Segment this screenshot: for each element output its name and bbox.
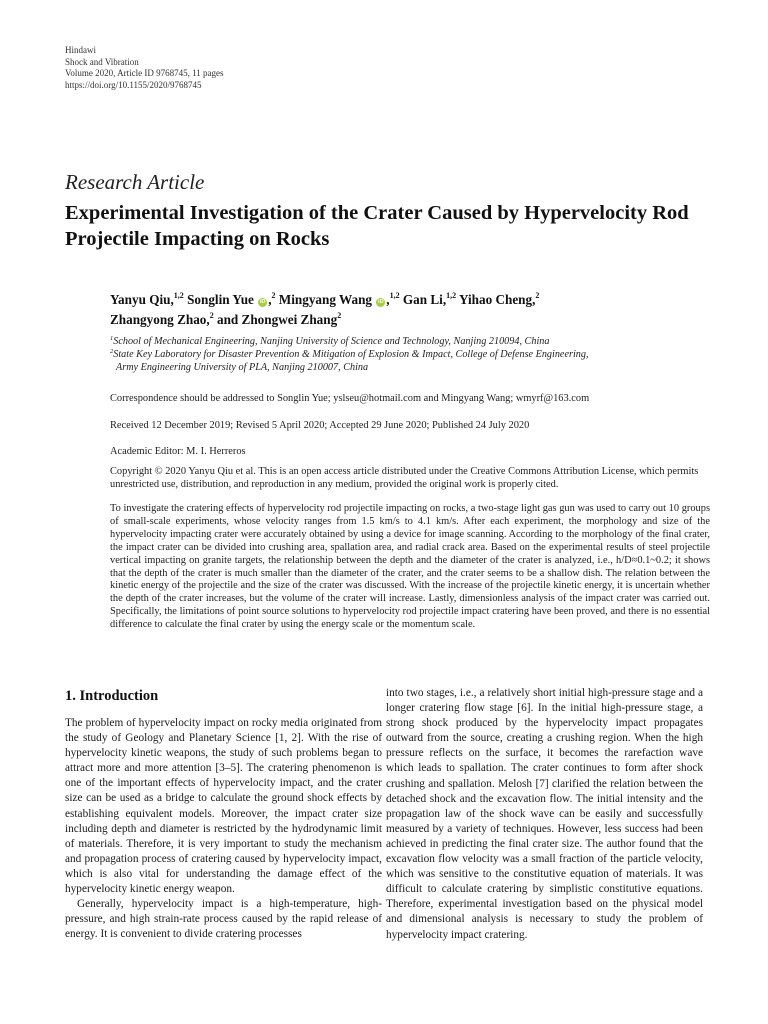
author-7: and Zhongwei Zhang$^2$ (216, 311, 342, 327)
intro-paragraph-1: The problem of hypervelocity impact on rocky media originated from the study of Geology and Planetary Science [1, 2]. With the rise of hypervelocity kinetic weapons, the study of such problems began to attract more and more attention [3–5]. The cratering phenomenon is one of the important effects of hypervelocity impact, and the crater size can be used as a bridge to calculate the ground shock effects by establishing equivalent models. Moreover, the impact crater size including depth and diameter is restricted by the hydrodynamic limit of materials. Therefore, it is very important to study the mechanism and propagation process of cratering caused by hypervelocity impact, which is also vital for understanding the damage effect of the hypervelocity kinetic energy weapon. (65, 717, 382, 896)
correspondence: Correspondence should be addressed to Songlin Yue; yslseu@hotmail.com and Mingyang Wang; wmyrf@163.com (110, 393, 590, 404)
author-4: Gan Li,$^{1,2}$ (402, 291, 457, 307)
author-6: Zhangyong Zhao,$^2$ (110, 311, 214, 327)
affiliation-2: $^2$State Key Laboratory for Disaster Prevention & Mitigation of Explosion & Impact, College of Defense Engineering, (110, 348, 589, 360)
academic-editor: Academic Editor: M. I. Herreros (110, 446, 246, 457)
author-1: Yanyu Qiu,$^{1,2}$ (110, 291, 184, 307)
copyright: Copyright © 2020 Yanyu Qiu et al. This is an open access article distributed under the Creative Commons Attribution License, which permits unrestricted use, distribution, and reproduction in any medium, provided the original work is properly cited. (110, 466, 699, 490)
orcid-icon[interactable]: iD (378, 299, 384, 305)
affiliation-2-cont: Army Engineering University of PLA, Nanjing 210007, China (116, 362, 369, 373)
author-3: Mingyang Wang iD ,$^{1,2}$ (278, 291, 400, 307)
author-2: Songlin Yue iD ,$^2$ (187, 291, 276, 307)
dates: Received 12 December 2019; Revised 5 April 2020; Accepted 29 June 2020; Published 24 July 2020 (110, 420, 530, 431)
journal-name: Shock and Vibration (65, 56, 139, 67)
intro-paragraph-2: Generally, hypervelocity impact is a high-temperature, high-pressure, and high strain-rate process caused by the rapid release of energy. It is convenient to divide cratering processes (65, 898, 382, 941)
article-type: Research Article (65, 170, 205, 194)
intro-paragraph-3: into two stages, i.e., a relatively short initial high-pressure stage and a longer cratering flow stage [6]. In the initial high-pressure stage, a strong shock produced by the hypervelocity impact propagates outward from the source, creating a crushing region. When the high pressure reflects on the surface, it becomes the rarefaction wave which leads to spallation. The crater continues to form after shock crushing and spallation. Melosh [7] clarified the relation between the detached shock and the excavation flow. The initial intensity and the propagation law of the shock wave can be easily and successfully measured by a variety of techniques. However, less success had been achieved in predicting the final crater size. The author found that the excavation flow velocity was a small fraction of the particle velocity, which was sensitive to the constitutive equation of materials. It was difficult to calculate cratering by simplistic constitutive equations. Therefore, experimental investigation based on the physical model and dimensional analysis is necessary to study the problem of hypervelocity impact cratering. (386, 687, 703, 941)
publisher-name: Hindawi (65, 45, 96, 55)
author-list (110, 290, 710, 330)
orcid-icon[interactable]: iD (259, 299, 266, 305)
left-column (65, 716, 382, 942)
section-heading: 1. Introduction (65, 688, 159, 704)
volume-info: Volume 2020, Article ID 9768745, 11 pages (65, 68, 224, 78)
journal-meta (65, 45, 223, 91)
affiliation-1: $^1$School of Mechanical Engineering, Nanjing University of Science and Technology, Nanjing 210094, China (110, 335, 550, 347)
author-5: Yihao Cheng,$^2$ (458, 291, 540, 307)
right-column (386, 686, 703, 943)
article-title: Experimental Investigation of the Crater Caused by Hypervelocity Rod Projectile Impacting on Rocks (65, 202, 689, 250)
abstract: To investigate the cratering effects of hypervelocity rod projectile impacting on rocks, a two-stage light gas gun was used to carry out 10 groups of small-scale experiments, whose velocity ranges from 1.5 km/s to 4.1 km/s. After each experiment, the morphology and size of the hypervelocity impacting crater were accurately obtained by using a device for image scanning. According to the morphology of the final crater, the impact crater can be divided into crushing area, spallation area, and radial crack area. Based on the experimental results of steel projectile vertical impacting on granite targets, the relationship between the depth and the diameter of the crater is analyzed, i.e., h/D≈0.1~0.2; it shows that the depth of the crater is much smaller than the diameter of the crater, and the crater seems to be a shallow dish. The relation between the kinetic energy of the projectile and the size of the crater was discussed. With the increase of the projectile kinetic energy, it is uncertain whether the depth of the crater increases, but the volume of the crater will increase. Lastly, dimensionless analysis of the impact crater was carried out. Specifically, the limitations of point source solutions to hypervelocity rod projectile impact cratering have been proved, and there is no essential difference to calculate the final crater by using the energy scale or the momentum scale. (110, 503, 710, 631)
affiliations (110, 335, 710, 374)
doi-link[interactable]: https://doi.org/10.1155/2020/9768745 (65, 79, 202, 90)
